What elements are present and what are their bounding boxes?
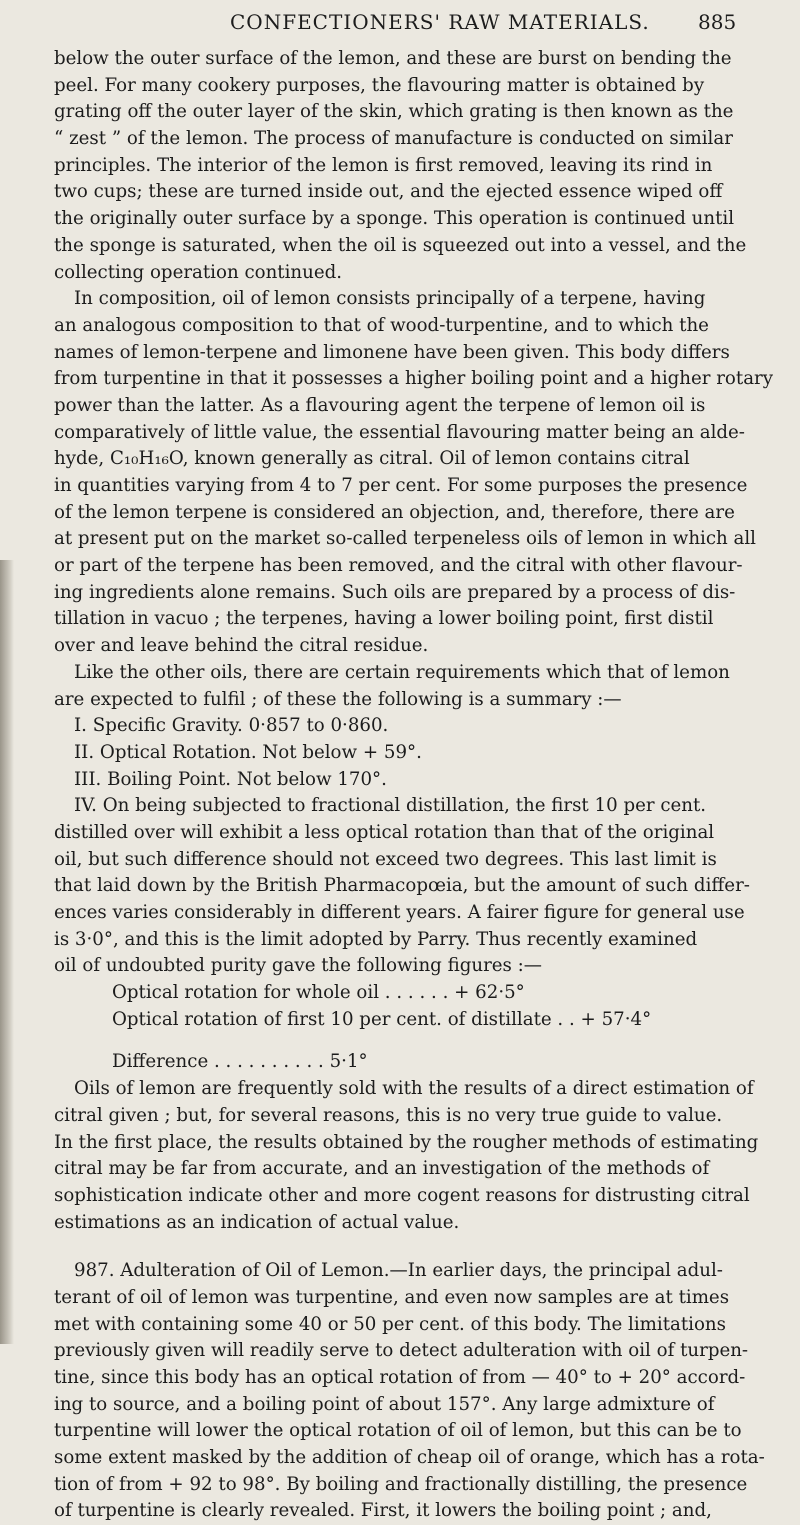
text-line: distilled over will exhibit a less optical rotation than that of the original [54, 821, 715, 843]
text-line: of turpentine is clearly revealed. First, it lowers the boiling point ; and, [54, 1500, 712, 1522]
text-line: names of lemon-terpene and limonene have been given. This body differs [54, 341, 730, 363]
figure-row: Optical rotation of first 10 per cent. of distillate . . + 57·4° [112, 1008, 652, 1030]
text-line: is 3·0°, and this is the limit adopted by Parry. Thus recently examined [54, 928, 698, 950]
text-line: oil, but such difference should not exceed two degrees. This last limit is [54, 848, 717, 870]
text-line: of the lemon terpene is considered an objection, and, therefore, there are [54, 501, 735, 523]
paragraph-start: Like the other oils, there are certain requirements which that of lemon [74, 661, 730, 683]
figure-row: Optical rotation for whole oil . . . . . . + 62·5° [112, 982, 525, 1004]
text-line: two cups; these are turned inside out, and the ejected essence wiped off [54, 181, 723, 203]
page-spine-shadow [0, 560, 14, 1344]
running-head [0, 6, 800, 42]
text-line: ences varies considerably in different years. A fairer figure for general use [54, 902, 745, 923]
requirement-item: I. Specific Gravity. 0·857 to 0·860. [74, 715, 389, 737]
text-line: terant of oil of lemon was turpentine, and even now samples are at times [54, 1286, 730, 1308]
page-number: 885 [698, 10, 737, 34]
requirement-item: IV. On being subjected to fractional distillation, the first 10 per cent. [74, 795, 707, 817]
text-line: peel. For many cookery purposes, the flavouring matter is obtained by [54, 74, 705, 96]
text-line: are expected to fulfil ; of these the following is a summary :— [54, 688, 622, 710]
text-line: “ zest ” of the lemon. The process of manufacture is conducted on similar [54, 128, 733, 150]
text-line: citral may be far from accurate, and an investigation of the methods of [54, 1158, 710, 1180]
text-line: at present put on the market so-called terpeneless oils of lemon in which all [54, 528, 757, 550]
text-line: estimations as an indication of actual value. [54, 1211, 460, 1233]
text-line: below the outer surface of the lemon, and these are burst on bending the [54, 48, 732, 69]
paragraph-start: In composition, oil of lemon consists principally of a terpene, having [74, 288, 706, 310]
body-text [54, 46, 774, 1525]
requirement-item: III. Boiling Point. Not below 170°. [74, 768, 387, 790]
text-line: turpentine will lower the optical rotation of oil of lemon, but this can be to [54, 1420, 742, 1442]
text-line: grating off the outer layer of the skin, which grating is then known as the [54, 101, 734, 123]
text-line: sophistication indicate other and more cogent reasons for distrusting citral [54, 1184, 750, 1206]
text-line: over and leave behind the citral residue. [54, 635, 429, 657]
figure-row-difference: Difference . . . . . . . . . . 5·1° [112, 1051, 368, 1073]
text-line: hyde, C₁₀H₁₆O, known generally as citral. Oil of lemon contains citral [54, 448, 690, 470]
running-head-title: CONFECTIONERS' RAW MATERIALS. [230, 10, 650, 34]
text-line: tion of from + 92 to 98°. By boiling and fractionally distilling, the presence [54, 1473, 748, 1495]
text-line: comparatively of little value, the essential flavouring matter being an alde- [54, 421, 745, 443]
text-line: tine, since this body has an optical rotation of from — 40° to + 20° accord- [54, 1367, 746, 1388]
text-line: that laid down by the British Pharmacopœia, but the amount of such differ- [54, 875, 750, 897]
text-line: collecting operation continued. [54, 261, 343, 283]
text-line: previously given will readily serve to detect adulteration with oil of turpen- [54, 1340, 749, 1362]
text-line: met with containing some 40 or 50 per cent. of this body. The limitations [54, 1313, 726, 1335]
text-line: the sponge is saturated, when the oil is squeezed out into a vessel, and the [54, 234, 747, 256]
text-line: some extent masked by the addition of cheap oil of orange, which has a rota- [54, 1447, 765, 1469]
section-heading-987: 987. Adulteration of Oil of Lemon.—In earlier days, the principal adul- [74, 1260, 723, 1282]
text-line: power than the latter. As a flavouring agent the terpene of lemon oil is [54, 394, 706, 416]
paragraph-start: Oils of lemon are frequently sold with the results of a direct estimation of [74, 1078, 754, 1100]
requirement-item: II. Optical Rotation. Not below + 59°. [74, 741, 422, 763]
text-line: oil of undoubted purity gave the following figures :— [54, 955, 542, 977]
text-line: tillation in vacuo ; the terpenes, having a lower boiling point, first distil [54, 608, 714, 630]
text-line: an analogous composition to that of wood-turpentine, and to which the [54, 314, 709, 336]
text-line: from turpentine in that it possesses a higher boiling point and a higher rotary [54, 368, 774, 390]
text-line: citral given ; but, for several reasons, this is no very true guide to value. [54, 1104, 723, 1126]
text-line: or part of the terpene has been removed, and the citral with other flavour- [54, 555, 743, 577]
text-line: in quantities varying from 4 to 7 per cent. For some purposes the presence [54, 475, 748, 496]
text-line: In the first place, the results obtained by the rougher methods of estimating [54, 1131, 759, 1153]
text-line: principles. The interior of the lemon is first removed, leaving its rind in [54, 154, 713, 176]
text-line: ing to source, and a boiling point of about 157°. Any large admixture of [54, 1393, 715, 1415]
text-line: ing ingredients alone remains. Such oils are prepared by a process of dis- [54, 581, 736, 603]
text-line: the originally outer surface by a sponge. This operation is continued until [54, 208, 735, 230]
